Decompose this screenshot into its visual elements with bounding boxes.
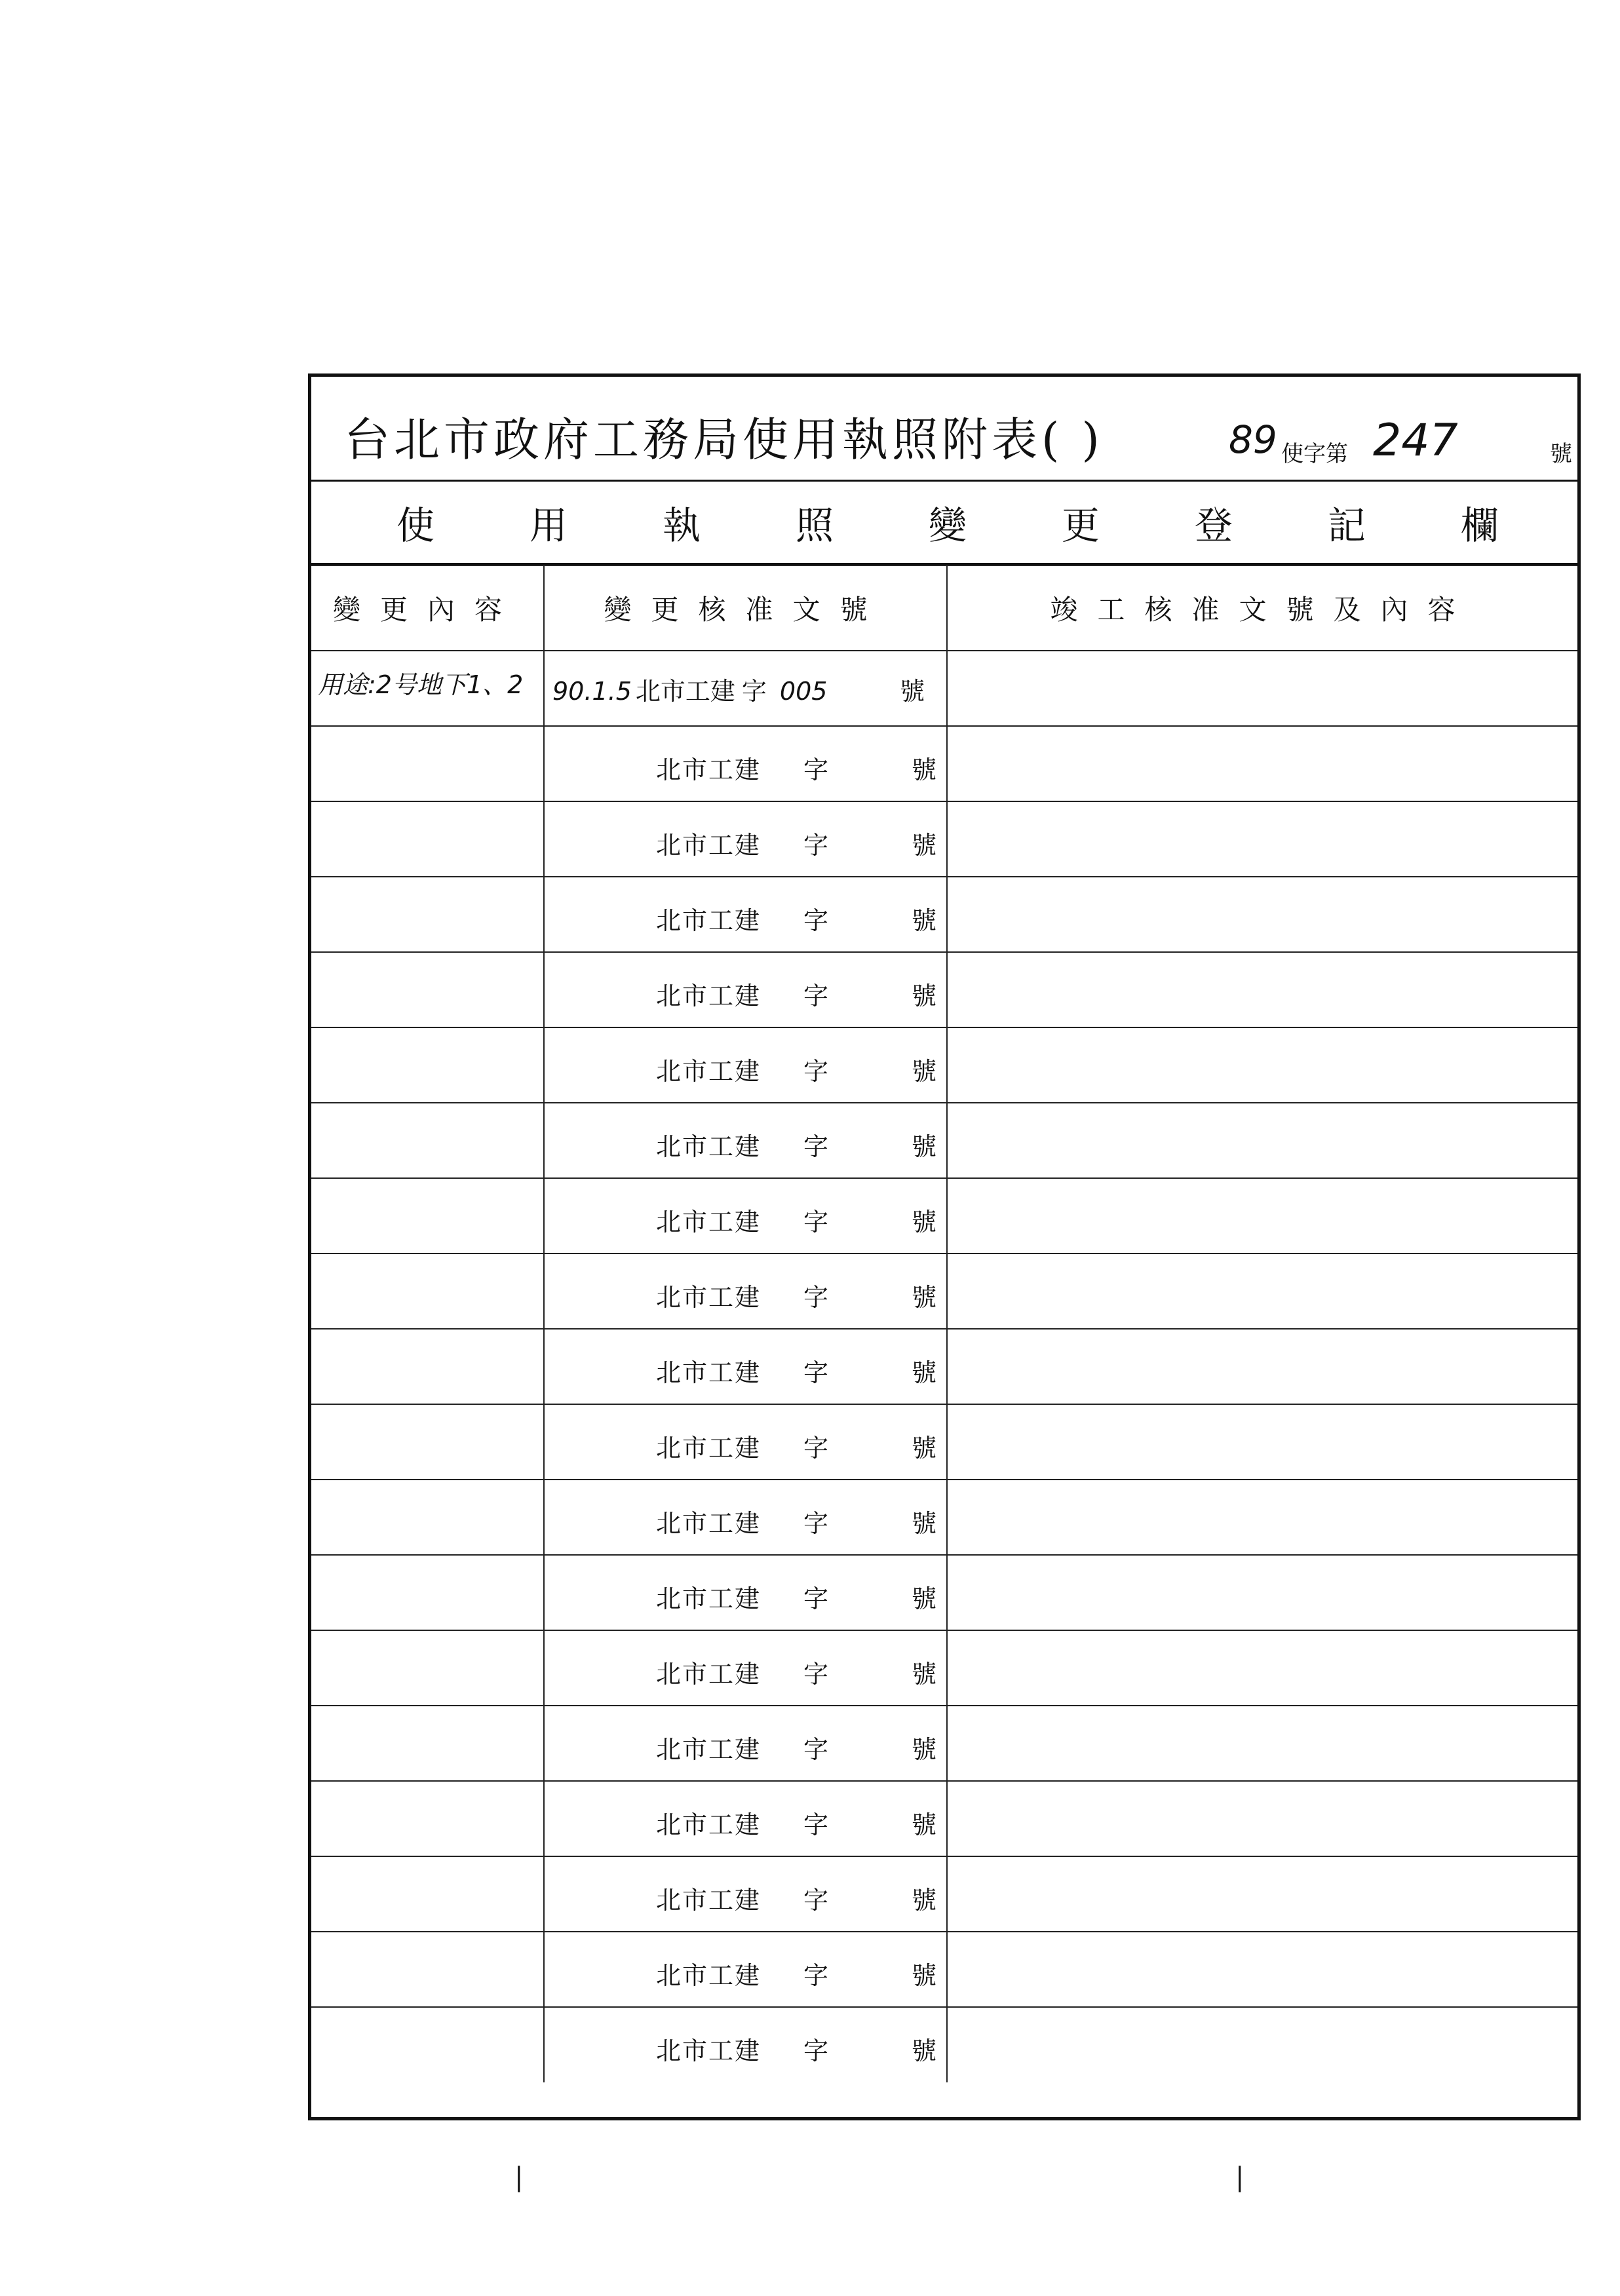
ref-word: 字	[741, 677, 767, 706]
ref-word: 字	[803, 1660, 830, 1689]
approval-ref-template	[656, 750, 938, 786]
form-title: 台北市政府工務局使用執照附表( )	[344, 413, 1104, 467]
cell-completion	[947, 1856, 1577, 1932]
table-row	[311, 2007, 1577, 2082]
cell-change-content	[311, 651, 544, 726]
approval-ref-template	[656, 1277, 938, 1313]
table-row	[311, 1103, 1577, 1178]
section-char: 登	[1194, 503, 1233, 548]
permit-change-form	[308, 373, 1581, 2120]
section-char: 更	[1061, 503, 1100, 548]
cell-completion	[947, 1932, 1577, 2007]
cell-change-content	[311, 1404, 544, 1480]
cell-approval-ref	[544, 1706, 947, 1781]
ref-agency: 北市工建	[635, 677, 735, 706]
cell-completion	[947, 1027, 1577, 1103]
section-char: 變	[928, 503, 967, 548]
cell-completion	[947, 952, 1577, 1027]
approval-ref-template	[656, 1805, 938, 1841]
ref-word: 字	[803, 756, 830, 784]
ref-word: 字	[803, 1283, 830, 1312]
approval-ref-template	[656, 1955, 938, 1991]
cell-approval-ref	[544, 801, 947, 877]
cell-approval-ref	[544, 1329, 947, 1404]
ref-suffix: 號	[912, 756, 938, 784]
approval-ref-template	[656, 1729, 938, 1765]
table-header-row	[311, 565, 1577, 651]
approval-ref-template	[656, 1051, 938, 1087]
cell-change-content	[311, 952, 544, 1027]
approval-ref-template	[656, 900, 938, 936]
table-row	[311, 1856, 1577, 1932]
ref-word: 字	[803, 1509, 830, 1538]
table-row	[311, 1027, 1577, 1103]
ref-agency: 北市工建	[656, 1810, 762, 1839]
title-row	[311, 377, 1577, 482]
cell-completion	[947, 877, 1577, 952]
cell-completion	[947, 801, 1577, 877]
header-completion-approval: 竣工核准文號及內容	[947, 565, 1577, 651]
cell-completion	[947, 1630, 1577, 1706]
table-row	[311, 952, 1577, 1027]
approval-ref-template	[656, 1880, 938, 1916]
table-row	[311, 1555, 1577, 1630]
cell-change-content	[311, 877, 544, 952]
ref-agency: 北市工建	[656, 1208, 762, 1236]
permit-number: 247	[1373, 415, 1458, 467]
ref-suffix: 號	[912, 1509, 938, 1538]
ref-word: 字	[803, 982, 830, 1010]
ref-date: 90.1.5	[552, 677, 632, 706]
approval-ref-template	[656, 1126, 938, 1162]
ref-suffix: 號	[912, 1735, 938, 1764]
table-row	[311, 1253, 1577, 1329]
header-change-content: 變更內容	[311, 565, 544, 651]
table-row	[311, 1329, 1577, 1404]
section-char: 使	[396, 503, 435, 548]
cell-approval-ref	[544, 877, 947, 952]
cell-approval-ref	[544, 1404, 947, 1480]
cell-change-content	[311, 1103, 544, 1178]
cell-change-content	[311, 1253, 544, 1329]
approval-ref-template	[656, 976, 938, 1012]
ref-suffix: 號	[912, 1057, 938, 1086]
handwritten-change-content: 用途:2号地下1、2	[318, 670, 524, 699]
cell-completion	[947, 1555, 1577, 1630]
ref-agency: 北市工建	[656, 1735, 762, 1764]
table-row	[311, 877, 1577, 952]
ref-agency: 北市工建	[656, 756, 762, 784]
cell-approval-ref	[544, 1630, 947, 1706]
cell-completion	[947, 726, 1577, 801]
cell-change-content	[311, 1630, 544, 1706]
cell-change-content	[311, 726, 544, 801]
ref-agency: 北市工建	[656, 1358, 762, 1387]
cell-change-content	[311, 1555, 544, 1630]
ref-suffix: 號	[912, 1886, 938, 1915]
ref-suffix: 號	[912, 906, 938, 935]
cell-approval-ref	[544, 1932, 947, 2007]
table-row	[311, 1178, 1577, 1253]
cell-approval-ref	[544, 1856, 947, 1932]
footer-mark-right: |	[1235, 2162, 1244, 2192]
ref-word: 字	[803, 1358, 830, 1387]
ref-agency: 北市工建	[656, 1434, 762, 1463]
cell-completion	[947, 651, 1577, 726]
ref-agency: 北市工建	[656, 1283, 762, 1312]
approval-ref-template	[656, 1503, 938, 1539]
cell-completion	[947, 1178, 1577, 1253]
cell-change-content	[311, 1329, 544, 1404]
section-title	[311, 482, 1577, 565]
ref-suffix: 號	[912, 1434, 938, 1463]
ref-agency: 北市工建	[656, 1584, 762, 1613]
cell-completion	[947, 1480, 1577, 1555]
ref-word: 字	[803, 831, 830, 860]
ref-suffix: 號	[912, 1660, 938, 1689]
table-row	[311, 801, 1577, 877]
table-row	[311, 1404, 1577, 1480]
ref-suffix: 號	[912, 831, 938, 860]
cell-approval-ref	[544, 1027, 947, 1103]
approval-ref-template	[656, 1202, 938, 1238]
cell-change-content	[311, 801, 544, 877]
ref-word: 字	[803, 1057, 830, 1086]
section-char: 記	[1327, 503, 1366, 548]
ref-word: 字	[803, 1961, 830, 1990]
ref-suffix: 號	[912, 1810, 938, 1839]
table-row	[311, 651, 1577, 726]
ref-word: 字	[803, 2037, 830, 2065]
permit-suffix: 號	[1550, 441, 1572, 467]
permit-middle-label: 使字第	[1281, 441, 1348, 467]
table-row	[311, 1706, 1577, 1781]
cell-completion	[947, 1404, 1577, 1480]
cell-change-content	[311, 1932, 544, 2007]
cell-approval-ref	[544, 1480, 947, 1555]
ref-agency: 北市工建	[656, 831, 762, 860]
approval-ref-template	[656, 1654, 938, 1690]
cell-change-content	[311, 1706, 544, 1781]
section-char: 照	[795, 503, 834, 548]
ref-agency: 北市工建	[656, 906, 762, 935]
ref-agency: 北市工建	[656, 1509, 762, 1538]
cell-change-content	[311, 1480, 544, 1555]
cell-approval-ref	[544, 1781, 947, 1856]
section-char: 用	[529, 503, 568, 548]
ref-agency: 北市工建	[656, 982, 762, 1010]
header-change-approval-ref: 變更核准文號	[544, 565, 947, 651]
approval-ref-template	[656, 1578, 938, 1615]
cell-change-content	[311, 1781, 544, 1856]
ref-agency: 北市工建	[656, 2037, 762, 2065]
cell-change-content	[311, 1856, 544, 1932]
approval-ref-template	[656, 825, 938, 861]
ref-word: 字	[803, 906, 830, 935]
ref-agency: 北市工建	[656, 1132, 762, 1161]
cell-completion	[947, 1103, 1577, 1178]
ref-suffix: 號	[912, 1283, 938, 1312]
table-row	[311, 1630, 1577, 1706]
change-register-table	[311, 565, 1577, 2082]
approval-ref-filled	[552, 671, 925, 707]
ref-suffix: 號	[912, 1208, 938, 1236]
approval-ref-template	[656, 1428, 938, 1464]
table-row	[311, 1480, 1577, 1555]
ref-word: 字	[803, 1886, 830, 1915]
cell-completion	[947, 1781, 1577, 1856]
cell-approval-ref	[544, 1103, 947, 1178]
ref-word: 字	[803, 1132, 830, 1161]
cell-approval-ref	[544, 1253, 947, 1329]
cell-change-content	[311, 1178, 544, 1253]
approval-ref-template	[656, 1352, 938, 1388]
ref-word: 字	[803, 1208, 830, 1236]
cell-change-content	[311, 2007, 544, 2082]
cell-approval-ref	[544, 1178, 947, 1253]
ref-suffix: 號	[912, 1358, 938, 1387]
cell-completion	[947, 2007, 1577, 2082]
approval-ref-template	[656, 2031, 938, 2067]
ref-suffix: 號	[912, 1132, 938, 1161]
ref-agency: 北市工建	[656, 1886, 762, 1915]
ref-suffix: 號	[912, 1961, 938, 1990]
cell-approval-ref	[544, 2007, 947, 2082]
cell-approval-ref	[544, 726, 947, 801]
footer-mark-left: |	[514, 2162, 524, 2192]
table-row	[311, 726, 1577, 801]
ref-word: 字	[803, 1584, 830, 1613]
cell-approval-ref	[544, 1555, 947, 1630]
table-row	[311, 1781, 1577, 1856]
ref-number: 005	[779, 677, 828, 706]
cell-completion	[947, 1706, 1577, 1781]
permit-year: 89	[1229, 417, 1277, 462]
ref-suffix: 號	[912, 2037, 938, 2065]
section-char: 執	[662, 503, 701, 548]
ref-agency: 北市工建	[656, 1057, 762, 1086]
cell-approval-ref	[544, 952, 947, 1027]
section-char: 欄	[1460, 503, 1499, 548]
ref-word: 字	[803, 1810, 830, 1839]
cell-completion	[947, 1253, 1577, 1329]
ref-word: 字	[803, 1735, 830, 1764]
ref-suffix: 號	[912, 1584, 938, 1613]
ref-agency: 北市工建	[656, 1961, 762, 1990]
cell-completion	[947, 1329, 1577, 1404]
cell-change-content	[311, 1027, 544, 1103]
ref-suffix: 號	[900, 677, 925, 706]
ref-agency: 北市工建	[656, 1660, 762, 1689]
ref-suffix: 號	[912, 982, 938, 1010]
ref-word: 字	[803, 1434, 830, 1463]
cell-approval-ref	[544, 651, 947, 726]
table-row	[311, 1932, 1577, 2007]
